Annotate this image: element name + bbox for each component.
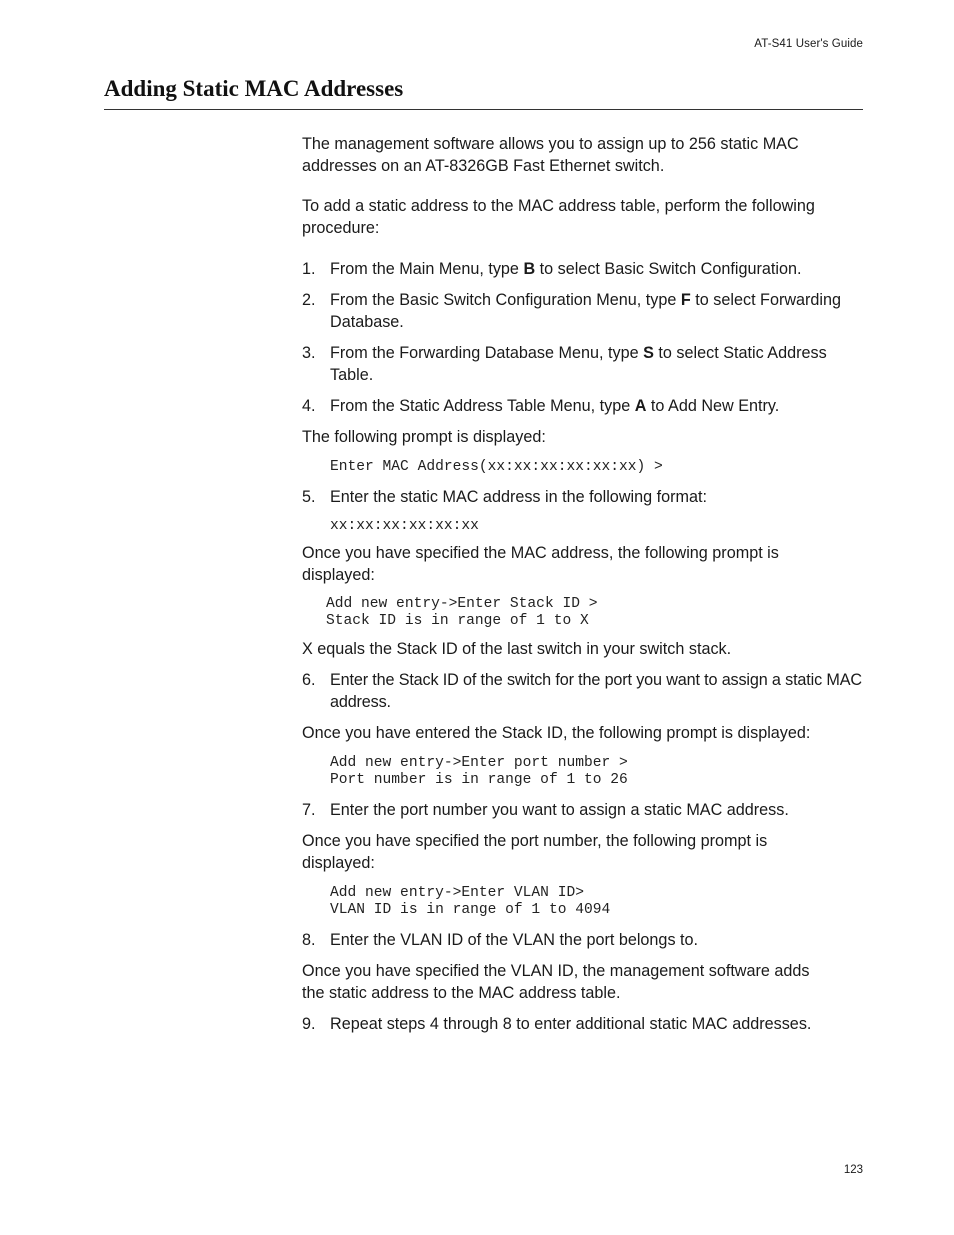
step-number: 4. — [302, 397, 316, 415]
step-number: 5. — [302, 488, 316, 506]
intro-paragraph-2: To add a static address to the MAC address table, perform the following procedure: — [302, 197, 815, 237]
step-6-prompt: Add new entry->Enter port number > Port number is in range of 1 to 26 — [330, 755, 628, 788]
step-text — [330, 342, 862, 386]
page-number: 123 — [843, 1164, 863, 1176]
step-1 — [302, 258, 862, 280]
step-number: 8. — [302, 931, 316, 949]
step-text-pre: From the Static Address Table Menu, type — [330, 397, 635, 415]
step-text-post: to select Static Address Table. — [330, 344, 827, 384]
running-header: AT-S41 User's Guide — [754, 38, 863, 50]
step-8-note: Once you have specified the VLAN ID, the management software adds the static address to the MAC address table. — [302, 962, 810, 1002]
step-7-prompt: Add new entry->Enter VLAN ID> VLAN ID is in range of 1 to 4094 — [330, 885, 611, 918]
section-title: Adding Static MAC Addresses — [104, 76, 404, 101]
step-4-note: The following prompt is displayed: — [302, 428, 546, 446]
step-text: Enter the static MAC address in the following format: — [330, 488, 707, 506]
step-text: Repeat steps 4 through 8 to enter additional static MAC addresses. — [330, 1015, 812, 1033]
step-number: 9. — [302, 1015, 316, 1033]
step-key: B — [523, 260, 536, 278]
step-8 — [302, 929, 862, 951]
step-text — [330, 258, 862, 280]
step-number: 7. — [302, 801, 316, 819]
step-5-prompt: Add new entry->Enter Stack ID > Stack ID is in range of 1 to X — [326, 596, 598, 629]
step-text-pre: From the Basic Switch Configuration Menu, type — [330, 291, 681, 309]
step-6-note: Once you have entered the Stack ID, the following prompt is displayed: — [302, 724, 811, 742]
step-5 — [302, 486, 862, 508]
step-4-prompt: Enter MAC Address(xx:xx:xx:xx:xx:xx) > — [330, 459, 663, 475]
step-key: S — [643, 344, 654, 362]
step-5-note-2: X equals the Stack ID of the last switch in your switch stack. — [302, 640, 732, 658]
intro-paragraph-1: The management software allows you to assign up to 256 static MAC addresses on an AT-8326GB Fast Ethernet switch. — [302, 135, 799, 175]
step-text-pre: From the Main Menu, type — [330, 260, 524, 278]
step-3 — [302, 342, 862, 386]
step-text-post: to Add New Entry. — [646, 397, 780, 415]
step-7 — [302, 799, 862, 821]
step-number: 2. — [302, 291, 316, 309]
step-5-format: xx:xx:xx:xx:xx:xx — [330, 518, 479, 534]
step-number: 3. — [302, 344, 316, 362]
step-text-post: to select Forwarding Database. — [330, 291, 842, 331]
body-content — [302, 133, 862, 1035]
step-text — [330, 289, 862, 333]
step-text-post: to select Basic Switch Configuration. — [535, 260, 802, 278]
title-rule — [104, 109, 863, 110]
step-4 — [302, 395, 862, 417]
step-text: Enter the VLAN ID of the VLAN the port belongs to. — [330, 931, 699, 949]
step-7-note: Once you have specified the port number, the following prompt is displayed: — [302, 832, 768, 872]
step-9 — [302, 1013, 862, 1035]
step-text — [330, 395, 862, 417]
step-text: Enter the Stack ID of the switch for the port you want to assign a static MAC address. — [330, 671, 862, 711]
step-text-pre: From the Forwarding Database Menu, type — [330, 344, 644, 362]
step-key: F — [680, 291, 691, 309]
step-6 — [302, 669, 862, 713]
step-number: 1. — [302, 260, 316, 278]
step-text: Enter the port number you want to assign a static MAC address. — [330, 801, 789, 819]
step-number: 6. — [302, 671, 316, 689]
step-5-note: Once you have specified the MAC address, the following prompt is displayed: — [302, 544, 779, 584]
step-2 — [302, 289, 862, 333]
step-key: A — [634, 397, 647, 415]
